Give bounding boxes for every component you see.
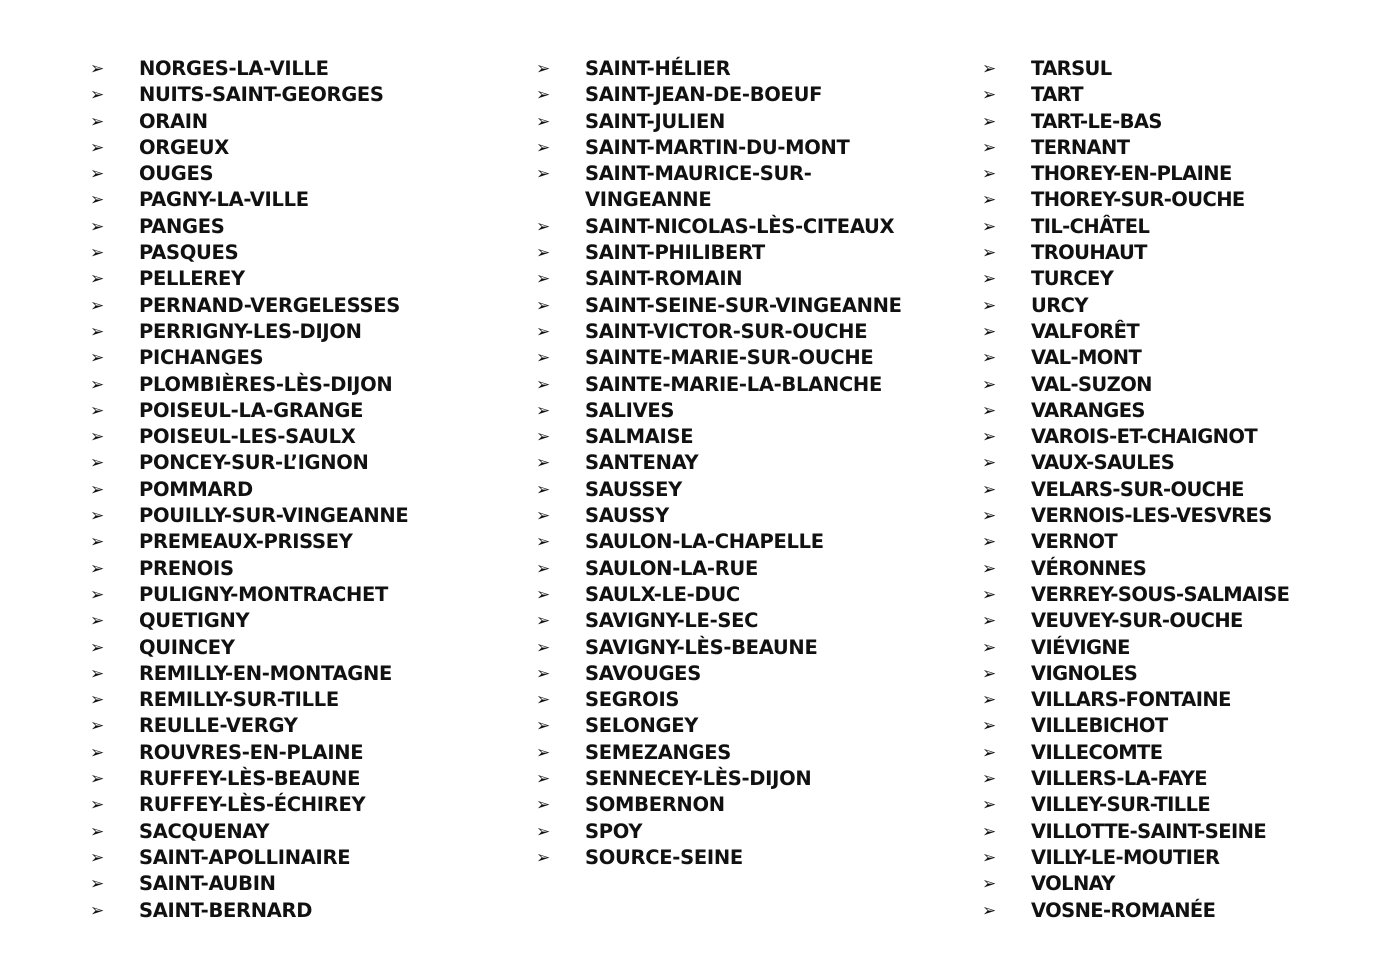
list-item <box>90 635 490 661</box>
commune-name: SAINT-MARTIN-DU-MONT <box>585 135 850 159</box>
arrowhead-bullet-icon: ➢ <box>90 690 104 711</box>
arrowhead-bullet-icon: ➢ <box>536 769 550 790</box>
commune-name: VAUX-SAULES <box>1031 451 1175 475</box>
list-item <box>90 556 490 582</box>
list-item <box>536 661 936 687</box>
commune-name: POISEUL-LA-GRANGE <box>139 398 364 422</box>
commune-name: OUGES <box>139 162 214 186</box>
arrowhead-bullet-icon: ➢ <box>90 558 104 579</box>
list-item <box>982 135 1382 161</box>
list-item <box>536 740 936 766</box>
list-item <box>982 240 1382 266</box>
commune-name: REMILLY-SUR-TILLE <box>139 688 339 712</box>
list-item <box>536 161 936 214</box>
commune-name: PERNAND-VERGELESSES <box>139 293 400 317</box>
commune-name: SAULON-LA-CHAPELLE <box>585 530 824 554</box>
commune-name: SAINT-BERNARD <box>139 898 313 922</box>
arrowhead-bullet-icon: ➢ <box>536 374 550 395</box>
commune-name: SAINTE-MARIE-SUR-OUCHE <box>585 346 874 370</box>
commune-name: VEUVEY-SUR-OUCHE <box>1031 609 1243 633</box>
arrowhead-bullet-icon: ➢ <box>536 479 550 500</box>
arrowhead-bullet-icon: ➢ <box>536 427 550 448</box>
commune-name: SALMAISE <box>585 425 694 449</box>
arrowhead-bullet-icon: ➢ <box>90 769 104 790</box>
commune-name: PANGES <box>139 214 225 238</box>
list-item <box>982 740 1382 766</box>
arrowhead-bullet-icon: ➢ <box>536 216 550 237</box>
list-item <box>982 556 1382 582</box>
commune-name: RUFFEY-LÈS-ÉCHIREY <box>139 793 366 817</box>
commune-name: VERREY-SOUS-SALMAISE <box>1031 582 1290 606</box>
commune-name: VAROIS-ET-CHAIGNOT <box>1031 425 1258 449</box>
commune-name: NUITS-SAINT-GEORGES <box>139 83 384 107</box>
arrowhead-bullet-icon: ➢ <box>982 506 996 527</box>
commune-name: VERNOT <box>1031 530 1118 554</box>
arrowhead-bullet-icon: ➢ <box>90 532 104 553</box>
commune-name: TIL-CHÂTEL <box>1031 214 1150 238</box>
arrowhead-bullet-icon: ➢ <box>982 716 996 737</box>
arrowhead-bullet-icon: ➢ <box>982 190 996 211</box>
arrowhead-bullet-icon: ➢ <box>90 637 104 658</box>
arrowhead-bullet-icon: ➢ <box>90 348 104 369</box>
arrowhead-bullet-icon: ➢ <box>982 663 996 684</box>
arrowhead-bullet-icon: ➢ <box>536 584 550 605</box>
list-item <box>982 345 1382 371</box>
list-item <box>90 398 490 424</box>
list-item <box>536 687 936 713</box>
arrowhead-bullet-icon: ➢ <box>982 690 996 711</box>
arrowhead-bullet-icon: ➢ <box>536 295 550 316</box>
commune-name: VILLEBICHOT <box>1031 714 1168 738</box>
commune-name: VOSNE-ROMANÉE <box>1031 898 1216 922</box>
arrowhead-bullet-icon: ➢ <box>90 742 104 763</box>
commune-name: VALFORÊT <box>1031 319 1140 343</box>
commune-name: PLOMBIÈRES-LÈS-DIJON <box>139 372 393 396</box>
list-item <box>536 293 936 319</box>
commune-name: PERRIGNY-LES-DIJON <box>139 319 362 343</box>
commune-name: SEGROIS <box>585 688 680 712</box>
list-item <box>90 871 490 897</box>
commune-name: VAL-SUZON <box>1031 372 1152 396</box>
commune-name: SOMBERNON <box>585 793 725 817</box>
arrowhead-bullet-icon: ➢ <box>536 847 550 868</box>
commune-name: SELONGEY <box>585 714 699 738</box>
arrowhead-bullet-icon: ➢ <box>536 663 550 684</box>
commune-name: SALIVES <box>585 398 675 422</box>
commune-name: SAINTE-MARIE-LA-BLANCHE <box>585 372 882 396</box>
commune-name: PELLEREY <box>139 267 245 291</box>
list-item <box>536 635 936 661</box>
list-item <box>982 792 1382 818</box>
arrowhead-bullet-icon: ➢ <box>536 795 550 816</box>
commune-name: SAULON-LA-RUE <box>585 556 758 580</box>
list-item <box>982 687 1382 713</box>
list-item <box>536 766 936 792</box>
commune-name: SAINT-ROMAIN <box>585 267 743 291</box>
arrowhead-bullet-icon: ➢ <box>90 427 104 448</box>
arrowhead-bullet-icon: ➢ <box>982 321 996 342</box>
arrowhead-bullet-icon: ➢ <box>982 847 996 868</box>
arrowhead-bullet-icon: ➢ <box>90 137 104 158</box>
commune-name: REULLE-VERGY <box>139 714 298 738</box>
arrowhead-bullet-icon: ➢ <box>982 479 996 500</box>
list-item <box>90 819 490 845</box>
commune-name: VILLECOMTE <box>1031 740 1163 764</box>
list-item <box>90 109 490 135</box>
commune-name: TART-LE-BAS <box>1031 109 1162 133</box>
list-item <box>90 56 490 82</box>
arrowhead-bullet-icon: ➢ <box>90 190 104 211</box>
commune-name: SAUSSY <box>585 504 669 528</box>
arrowhead-bullet-icon: ➢ <box>90 111 104 132</box>
commune-name: SAINT-NICOLAS-LÈS-CITEAUX <box>585 214 895 238</box>
commune-name: VIÉVIGNE <box>1031 635 1130 659</box>
commune-name: SAULX-LE-DUC <box>585 582 740 606</box>
commune-name: SAINT-JEAN-DE-BOEUF <box>585 83 823 107</box>
arrowhead-bullet-icon: ➢ <box>982 821 996 842</box>
list-item <box>90 740 490 766</box>
arrowhead-bullet-icon: ➢ <box>536 111 550 132</box>
arrowhead-bullet-icon: ➢ <box>536 611 550 632</box>
list-item <box>536 582 936 608</box>
list-item <box>536 819 936 845</box>
arrowhead-bullet-icon: ➢ <box>90 821 104 842</box>
commune-name: SAINT-JULIEN <box>585 109 726 133</box>
list-item <box>90 450 490 476</box>
list-item <box>536 240 936 266</box>
commune-name: SAINT-MAURICE-SUR-VINGEANNE <box>585 162 812 212</box>
list-item <box>982 529 1382 555</box>
commune-list-column-1 <box>90 56 490 924</box>
commune-name: VILLERS-LA-FAYE <box>1031 767 1208 791</box>
commune-name: VIGNOLES <box>1031 661 1138 685</box>
arrowhead-bullet-icon: ➢ <box>982 427 996 448</box>
commune-name: VERNOIS-LES-VESVRES <box>1031 504 1272 528</box>
commune-name: PASQUES <box>139 241 239 265</box>
list-item <box>536 266 936 292</box>
arrowhead-bullet-icon: ➢ <box>982 111 996 132</box>
arrowhead-bullet-icon: ➢ <box>536 716 550 737</box>
list-item <box>536 56 936 82</box>
arrowhead-bullet-icon: ➢ <box>90 506 104 527</box>
commune-name: SOURCE-SEINE <box>585 845 743 869</box>
arrowhead-bullet-icon: ➢ <box>982 59 996 79</box>
list-item <box>90 582 490 608</box>
list-item <box>536 214 936 240</box>
list-item <box>90 187 490 213</box>
list-item <box>536 135 936 161</box>
commune-name: SAINT-SEINE-SUR-VINGEANNE <box>585 293 902 317</box>
list-item <box>90 266 490 292</box>
commune-name: TARSUL <box>1031 57 1112 80</box>
arrowhead-bullet-icon: ➢ <box>982 295 996 316</box>
list-item <box>90 713 490 739</box>
list-item <box>536 845 936 871</box>
list-item <box>90 293 490 319</box>
arrowhead-bullet-icon: ➢ <box>536 453 550 474</box>
commune-name: SEMEZANGES <box>585 740 732 764</box>
commune-name: SAVIGNY-LE-SEC <box>585 609 759 633</box>
list-item <box>982 582 1382 608</box>
list-item <box>982 766 1382 792</box>
arrowhead-bullet-icon: ➢ <box>982 269 996 290</box>
arrowhead-bullet-icon: ➢ <box>982 164 996 185</box>
list-item <box>982 161 1382 187</box>
arrowhead-bullet-icon: ➢ <box>90 164 104 185</box>
commune-name: PRENOIS <box>139 556 234 580</box>
arrowhead-bullet-icon: ➢ <box>536 85 550 106</box>
arrowhead-bullet-icon: ➢ <box>90 663 104 684</box>
commune-name: POMMARD <box>139 477 253 501</box>
commune-name: RUFFEY-LÈS-BEAUNE <box>139 767 361 791</box>
commune-name: VÉRONNES <box>1031 556 1147 580</box>
list-item <box>536 398 936 424</box>
arrowhead-bullet-icon: ➢ <box>982 348 996 369</box>
commune-name: TROUHAUT <box>1031 241 1147 265</box>
list-item <box>982 109 1382 135</box>
list-item <box>536 109 936 135</box>
list-item <box>982 293 1382 319</box>
list-item <box>982 319 1382 345</box>
commune-name: QUETIGNY <box>139 609 250 633</box>
arrowhead-bullet-icon: ➢ <box>982 742 996 763</box>
commune-name: SAVIGNY-LÈS-BEAUNE <box>585 635 818 659</box>
commune-name: THOREY-EN-PLAINE <box>1031 162 1232 186</box>
list-item <box>982 424 1382 450</box>
arrowhead-bullet-icon: ➢ <box>982 637 996 658</box>
arrowhead-bullet-icon: ➢ <box>536 690 550 711</box>
list-item <box>536 556 936 582</box>
arrowhead-bullet-icon: ➢ <box>536 637 550 658</box>
commune-name: THOREY-SUR-OUCHE <box>1031 188 1245 212</box>
commune-name: PULIGNY-MONTRACHET <box>139 582 389 606</box>
commune-list-column-2 <box>536 56 936 871</box>
arrowhead-bullet-icon: ➢ <box>982 874 996 895</box>
list-item <box>90 608 490 634</box>
commune-name: NORGES-LA-VILLE <box>139 57 329 80</box>
list-item <box>536 477 936 503</box>
arrowhead-bullet-icon: ➢ <box>90 243 104 264</box>
arrowhead-bullet-icon: ➢ <box>982 584 996 605</box>
commune-name: TURCEY <box>1031 267 1114 291</box>
arrowhead-bullet-icon: ➢ <box>90 400 104 421</box>
commune-name: VILLOTTE-SAINT-SEINE <box>1031 819 1267 843</box>
list-item <box>90 477 490 503</box>
arrowhead-bullet-icon: ➢ <box>536 742 550 763</box>
list-item <box>90 319 490 345</box>
list-item <box>90 766 490 792</box>
commune-list-column-3 <box>982 56 1382 924</box>
list-item <box>536 345 936 371</box>
arrowhead-bullet-icon: ➢ <box>536 243 550 264</box>
arrowhead-bullet-icon: ➢ <box>90 847 104 868</box>
list-item <box>90 687 490 713</box>
commune-name: SAINT-PHILIBERT <box>585 241 765 265</box>
arrowhead-bullet-icon: ➢ <box>982 611 996 632</box>
commune-name: SPOY <box>585 819 643 843</box>
commune-name: VARANGES <box>1031 398 1145 422</box>
arrowhead-bullet-icon: ➢ <box>536 558 550 579</box>
list-item <box>982 82 1382 108</box>
arrowhead-bullet-icon: ➢ <box>536 321 550 342</box>
commune-name: URCY <box>1031 293 1088 317</box>
list-item <box>536 82 936 108</box>
list-item <box>536 713 936 739</box>
arrowhead-bullet-icon: ➢ <box>536 400 550 421</box>
list-item <box>90 792 490 818</box>
list-item <box>982 187 1382 213</box>
arrowhead-bullet-icon: ➢ <box>982 453 996 474</box>
commune-name: PAGNY-LA-VILLE <box>139 188 309 212</box>
arrowhead-bullet-icon: ➢ <box>982 558 996 579</box>
arrowhead-bullet-icon: ➢ <box>90 716 104 737</box>
commune-name: PREMEAUX-PRISSEY <box>139 530 353 554</box>
list-item <box>536 529 936 555</box>
commune-name: TART <box>1031 83 1083 107</box>
list-item <box>982 608 1382 634</box>
arrowhead-bullet-icon: ➢ <box>536 269 550 290</box>
commune-name: QUINCEY <box>139 635 235 659</box>
list-item <box>982 898 1382 924</box>
list-item <box>90 345 490 371</box>
arrowhead-bullet-icon: ➢ <box>90 269 104 290</box>
commune-name: SACQUENAY <box>139 819 270 843</box>
list-item <box>90 845 490 871</box>
list-item <box>90 372 490 398</box>
list-item <box>982 819 1382 845</box>
commune-name: POUILLY-SUR-VINGEANNE <box>139 504 409 528</box>
list-item <box>982 56 1382 82</box>
list-item <box>982 845 1382 871</box>
commune-name: PICHANGES <box>139 346 264 370</box>
arrowhead-bullet-icon: ➢ <box>982 795 996 816</box>
list-item <box>90 503 490 529</box>
commune-name: VAL-MONT <box>1031 346 1142 370</box>
commune-name: PONCEY-SUR-L’IGNON <box>139 451 369 475</box>
arrowhead-bullet-icon: ➢ <box>90 453 104 474</box>
arrowhead-bullet-icon: ➢ <box>536 506 550 527</box>
arrowhead-bullet-icon: ➢ <box>536 164 550 185</box>
list-item <box>90 135 490 161</box>
arrowhead-bullet-icon: ➢ <box>90 321 104 342</box>
commune-name: TERNANT <box>1031 135 1130 159</box>
commune-name: ORAIN <box>139 109 208 133</box>
list-item <box>90 240 490 266</box>
list-item <box>982 871 1382 897</box>
list-item <box>982 266 1382 292</box>
arrowhead-bullet-icon: ➢ <box>90 584 104 605</box>
arrowhead-bullet-icon: ➢ <box>90 216 104 237</box>
list-item <box>982 372 1382 398</box>
arrowhead-bullet-icon: ➢ <box>90 900 104 921</box>
arrowhead-bullet-icon: ➢ <box>982 400 996 421</box>
list-item <box>982 661 1382 687</box>
commune-name: VILLARS-FONTAINE <box>1031 688 1231 712</box>
arrowhead-bullet-icon: ➢ <box>90 374 104 395</box>
list-item <box>536 319 936 345</box>
list-item <box>982 477 1382 503</box>
list-item <box>536 503 936 529</box>
commune-name: VELARS-SUR-OUCHE <box>1031 477 1244 501</box>
list-item <box>536 424 936 450</box>
commune-name: VOLNAY <box>1031 872 1115 896</box>
arrowhead-bullet-icon: ➢ <box>536 348 550 369</box>
commune-name: SANTENAY <box>585 451 699 475</box>
commune-name: ORGEUX <box>139 135 229 159</box>
commune-name: SAINT-AUBIN <box>139 872 276 896</box>
list-item <box>536 372 936 398</box>
arrowhead-bullet-icon: ➢ <box>982 900 996 921</box>
commune-name: SAINT-HÉLIER <box>585 57 731 80</box>
arrowhead-bullet-icon: ➢ <box>90 611 104 632</box>
commune-name: SAUSSEY <box>585 477 682 501</box>
arrowhead-bullet-icon: ➢ <box>90 874 104 895</box>
commune-name: SENNECEY-LÈS-DIJON <box>585 767 812 791</box>
arrowhead-bullet-icon: ➢ <box>536 821 550 842</box>
arrowhead-bullet-icon: ➢ <box>536 532 550 553</box>
list-item <box>982 398 1382 424</box>
list-item <box>90 898 490 924</box>
arrowhead-bullet-icon: ➢ <box>90 59 104 79</box>
list-item <box>536 792 936 818</box>
list-item <box>90 661 490 687</box>
arrowhead-bullet-icon: ➢ <box>90 85 104 106</box>
arrowhead-bullet-icon: ➢ <box>982 532 996 553</box>
commune-name: SAINT-APOLLINAIRE <box>139 845 351 869</box>
arrowhead-bullet-icon: ➢ <box>982 243 996 264</box>
list-item <box>982 450 1382 476</box>
list-item <box>536 450 936 476</box>
list-item <box>982 214 1382 240</box>
arrowhead-bullet-icon: ➢ <box>90 795 104 816</box>
list-item <box>90 424 490 450</box>
arrowhead-bullet-icon: ➢ <box>536 137 550 158</box>
arrowhead-bullet-icon: ➢ <box>982 216 996 237</box>
commune-name: REMILLY-EN-MONTAGNE <box>139 661 393 685</box>
commune-name: VILLEY-SUR-TILLE <box>1031 793 1211 817</box>
list-item <box>90 214 490 240</box>
list-item <box>982 635 1382 661</box>
list-item <box>982 503 1382 529</box>
arrowhead-bullet-icon: ➢ <box>90 295 104 316</box>
arrowhead-bullet-icon: ➢ <box>982 137 996 158</box>
arrowhead-bullet-icon: ➢ <box>982 85 996 106</box>
list-item <box>536 608 936 634</box>
arrowhead-bullet-icon: ➢ <box>982 374 996 395</box>
list-item <box>90 529 490 555</box>
list-item <box>90 82 490 108</box>
commune-name: VILLY-LE-MOUTIER <box>1031 845 1220 869</box>
list-item <box>982 713 1382 739</box>
arrowhead-bullet-icon: ➢ <box>982 769 996 790</box>
arrowhead-bullet-icon: ➢ <box>536 59 550 79</box>
arrowhead-bullet-icon: ➢ <box>90 479 104 500</box>
commune-name: SAINT-VICTOR-SUR-OUCHE <box>585 319 868 343</box>
commune-name: SAVOUGES <box>585 661 701 685</box>
commune-name: ROUVRES-EN-PLAINE <box>139 740 364 764</box>
list-item <box>90 161 490 187</box>
commune-name: POISEUL-LES-SAULX <box>139 425 356 449</box>
